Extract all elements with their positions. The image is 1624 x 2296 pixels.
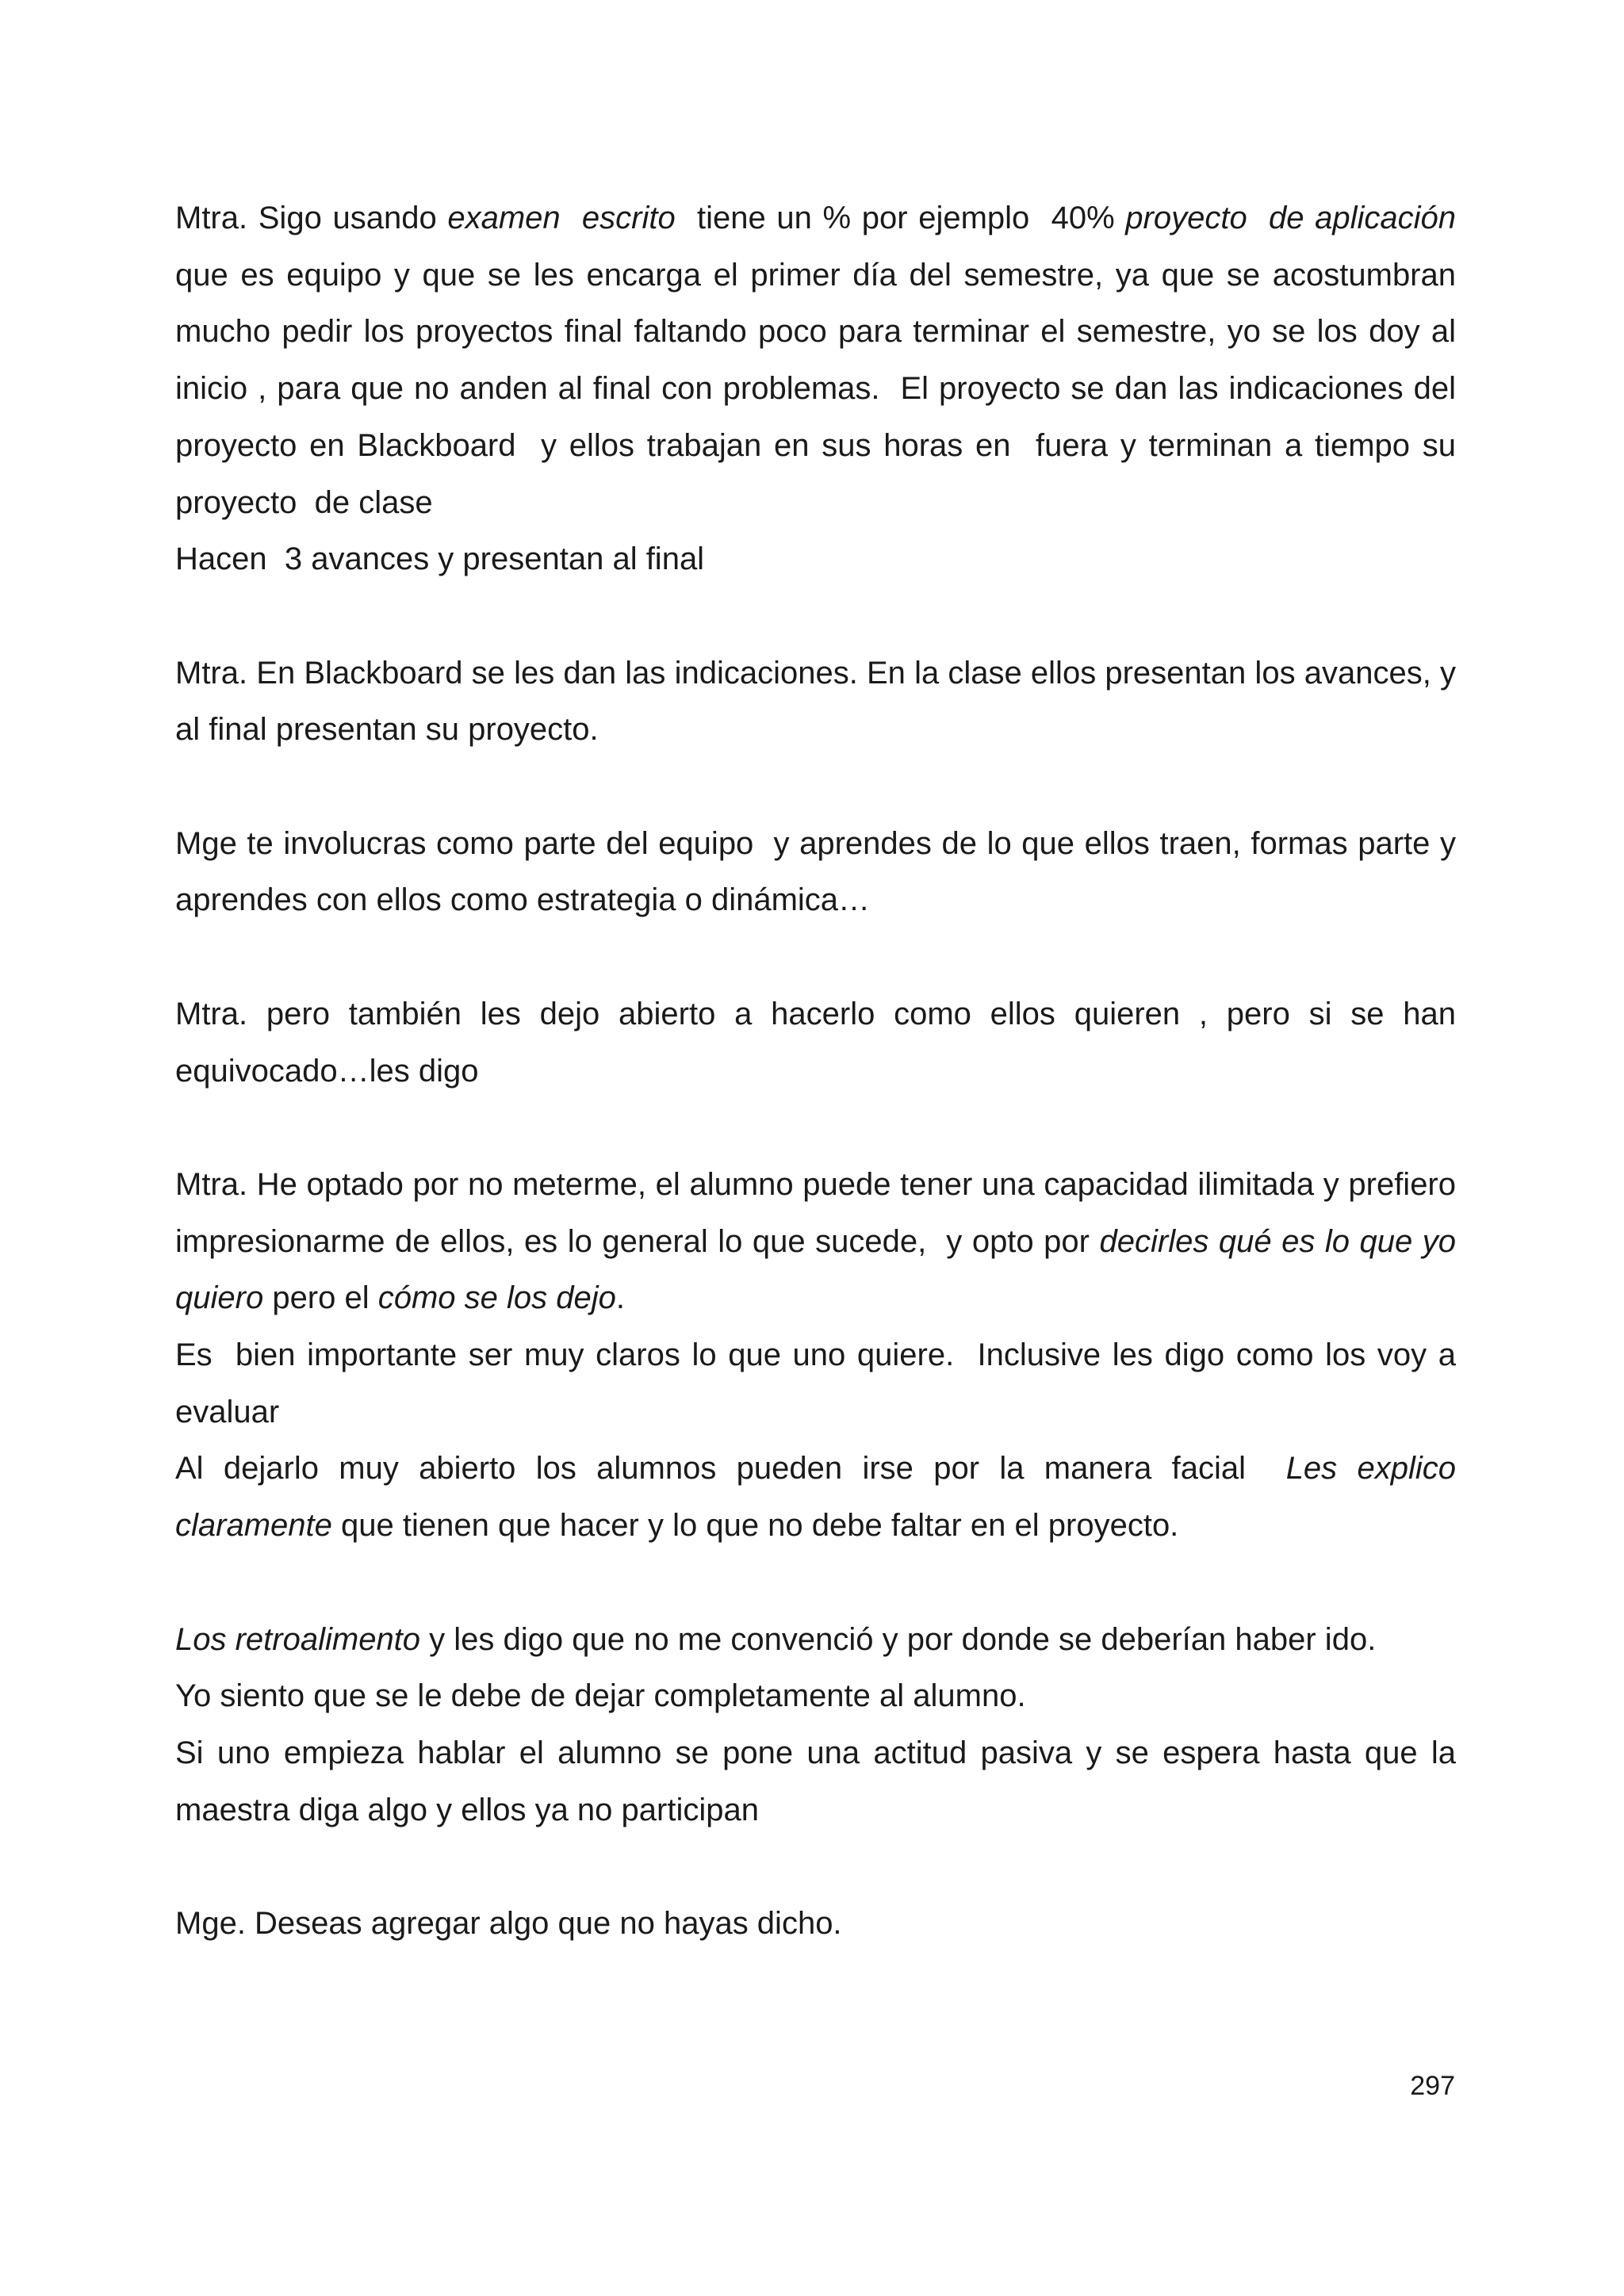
paragraph <box>175 1441 1465 1554</box>
paragraph <box>175 1157 1474 1327</box>
paragraph-text: Al dejarlo muy abierto los alumnos pueden irse por la manera facial <box>175 1451 1286 1487</box>
page-number: 297 <box>1410 2071 1455 2101</box>
paragraph-spacer <box>175 1100 1456 1157</box>
paragraph-text: Yo siento que se le debe de dejar completamente al alumno. <box>175 1678 1026 1714</box>
paragraph <box>175 190 1465 531</box>
paragraph-text: Mtra. Sigo usando <box>175 201 448 235</box>
paragraph-text: Mtra. He optado por no meterme, el alumno puede tener una capacidad ilimitada y prefiero impresionarme de ellos, es lo general lo que sucede, y opto por <box>175 1166 1465 1259</box>
paragraph-spacer <box>175 1839 1456 1896</box>
paragraph-text: Si uno empieza hablar el alumno se pone una actitud pasiva y se espera hasta que la maestra diga algo y ellos ya no participan <box>175 1735 1465 1827</box>
paragraph-text: Mge. Deseas agregar algo que no hayas dicho. <box>175 1906 842 1941</box>
italic-text: cómo se los dejo <box>377 1280 616 1316</box>
paragraph-text: Hacen 3 avances y presentan al final <box>175 541 705 577</box>
paragraph <box>175 1327 1465 1441</box>
paragraph <box>175 816 1465 929</box>
paragraph <box>175 1896 1456 1953</box>
paragraph-text: Mtra. En Blackboard se les dan las indicaciones. En la clase ellos presentan los avances, y al final presentan su proyecto. <box>175 655 1465 748</box>
paragraph <box>175 1725 1465 1839</box>
paragraph-spacer <box>175 588 1456 645</box>
paragraph-text: que tienen que hacer y lo que no debe faltar en el proyecto. <box>331 1508 1179 1544</box>
italic-text: Les explico claramente <box>175 1451 1465 1544</box>
italic-text: proyecto de aplicación <box>1125 201 1457 235</box>
italic-text: examen escrito <box>447 201 676 235</box>
paragraph <box>175 645 1465 759</box>
paragraph <box>175 986 1465 1100</box>
paragraph-text: pero el <box>263 1280 378 1316</box>
paragraph-text: Mge te involucras como parte del equipo y aprendes de lo que ellos traen, formas parte y aprendes con ellos como estrategia o dinámica… <box>175 825 1465 918</box>
paragraph-text: Mtra. pero también les dejo abierto a hacerlo como ellos quieren , pero si se han equivocado…les digo <box>175 996 1465 1089</box>
italic-text: Los retroalimento <box>175 1621 421 1657</box>
paragraph-spacer <box>175 1555 1456 1612</box>
paragraph-text: Es bien importante ser muy claros lo que uno quiere. Inclusive les digo como los voy a evaluar <box>175 1337 1465 1429</box>
paragraph-text: . <box>615 1280 626 1316</box>
paragraph <box>175 1668 1456 1725</box>
paragraph-spacer <box>175 929 1456 986</box>
document-body <box>175 190 1474 1953</box>
paragraph-text: que es equipo y que se les encarga el primer día del semestre, ya que se acostumbran mucho pedir los proyectos final faltando poco para terminar el semestre, yo se los doy al inicio , para que no anden al final con problemas. El proyecto se dan las indicaciones del proyecto en Blackboard y ellos trabajan en sus horas en fuera y terminan a tiempo su proyecto de clase <box>175 201 1465 520</box>
paragraph <box>175 1612 1456 1669</box>
paragraph-spacer <box>175 759 1456 816</box>
paragraph-text: tiene un % por ejemplo 40% <box>675 201 1126 235</box>
paragraph-text: y les digo que no me convenció y por donde se deberían haber ido. <box>420 1621 1377 1657</box>
paragraph <box>175 531 1456 588</box>
italic-text: decirles qué es lo que yo quiero <box>175 1223 1474 1316</box>
